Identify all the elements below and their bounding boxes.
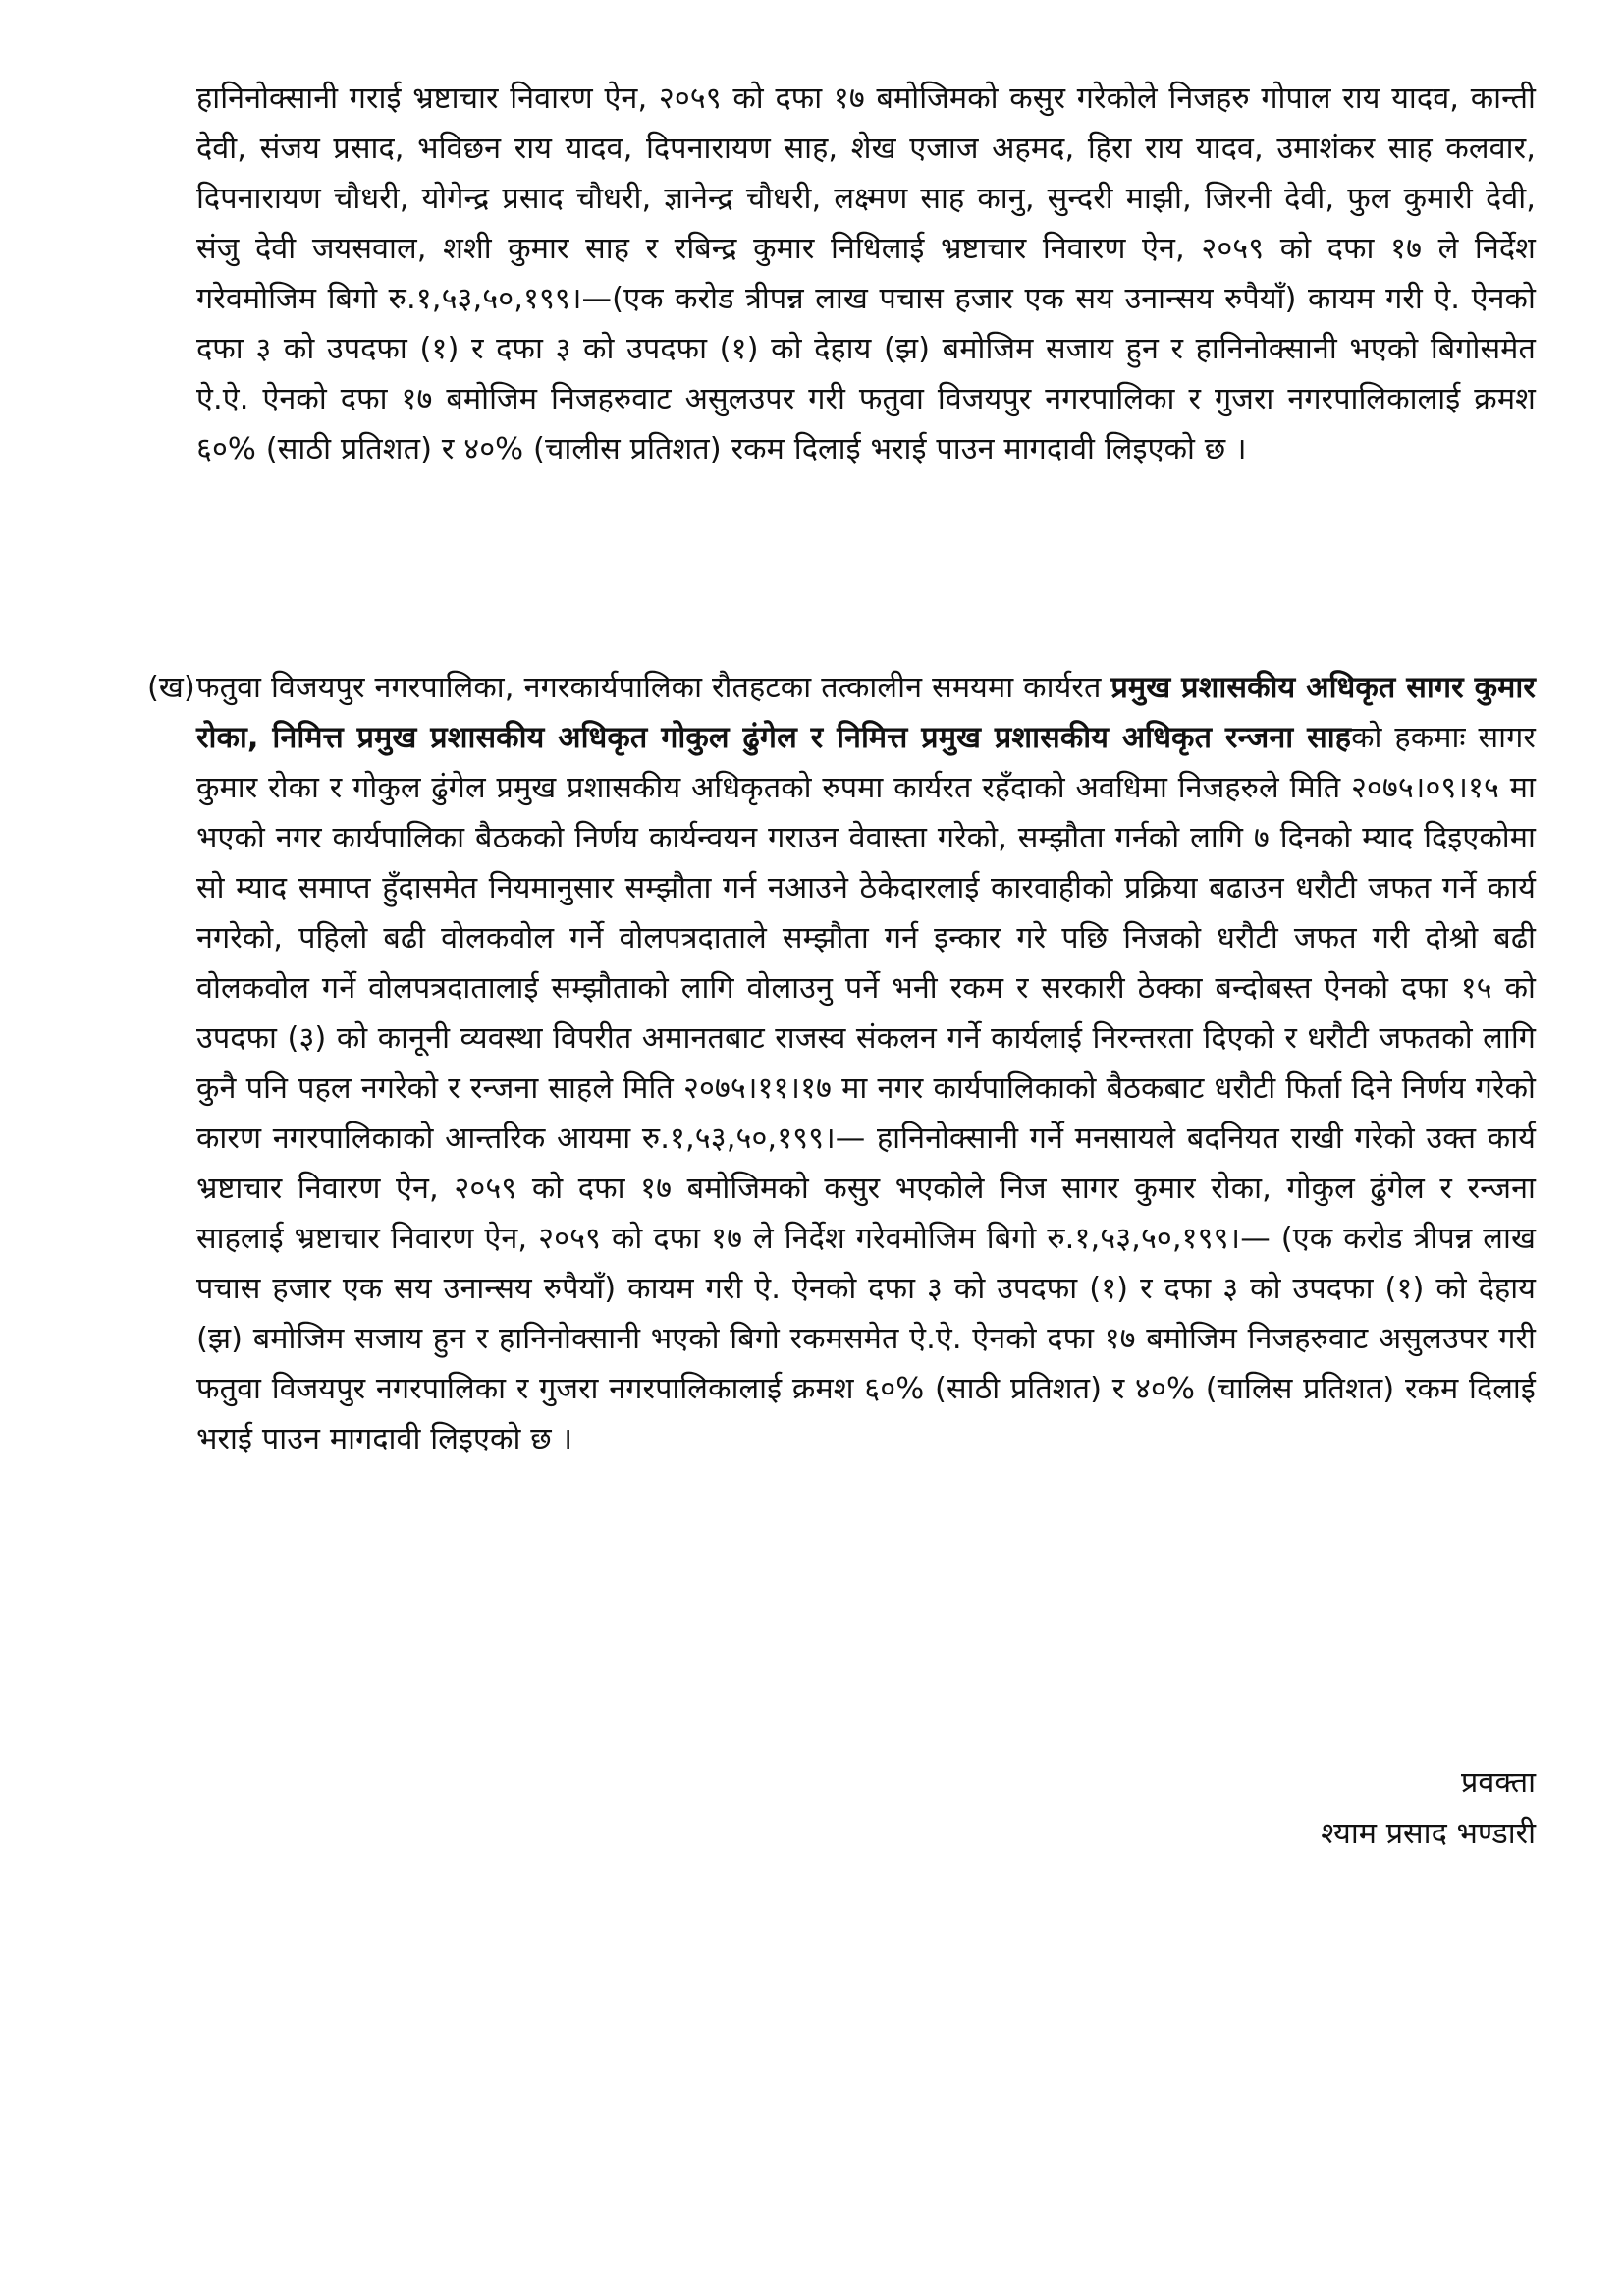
paragraph-kha-body: को हकमाः सागर कुमार रोका र गोकुल ढुंगेल प्रमुख प्रशासकीय अधिकृतको रुपमा कार्यरत रहँदाको अवधिमा निजहरुले मिति २०७५।०९।१५ मा भएको नगर कार्यपालिका बैठकको निर्णय कार्यन्वयन गराउन वेवास्ता गरेको, सम्झौता गर्नको लागि ७ दिनको म्याद दिइएकोमा सो म्याद समाप्त हुँदासमेत नियमानुसार सम्झौता गर्न नआउने ठेकेदारलाई कारवाहीको प्रक्रिया बढाउन धरौटी जफत गर्ने कार्य नगरेको, पहिलो बढी वोलकवोल गर्ने वोलपत्रदाताले सम्झौता गर्न इन्कार गरे पछि निजको धरौटी जफत गरी दोश्रो बढी वोलकवोल गर्ने वोलपत्रदातालाई सम्झौताको लागि वोलाउनु पर्ने भनी रकम र सरकारी ठेक्का बन्दोबस्त ऐनको दफा १५ को उपदफा (३) को कानूनी व्यवस्था विपरीत अमानतबाट राजस्व संकलन गर्ने कार्यलाई निरन्तरता दिएको र धरौटी जफतको लागि कुनै पनि पहल नगरेको र रन्जना साहले मिति २०७५।११।१७ मा नगर कार्यपालिकाको बैठकबाट धरौटी फिर्ता दिने निर्णय गरेको कारण नगरपालिकाको आन्तरिक आयमा रु.१,५३,५०,१९९।— हानिनोक्सानी गर्ने मनसायले बदनियत राखी गरेको उक्त कार्य भ्रष्टाचार निवारण ऐन, २०५९ को दफा १७ बमोजिमको कसुर भएकोले निज सागर कुमार रोका, गोकुल ढुंगेल र रन्जना साहलाई भ्रष्टाचार निवारण ऐन, २०५९ को दफा १७ ले निर्देश गरेवमोजिम बिगो रु.१,५३,५०,१९९।— (एक करोड त्रीपन्न लाख पचास हजार एक सय उनान्सय रुपैयाँ) कायम गरी ऐ. ऐनको दफा ३ को उपदफा (१) र दफा ३ को उपदफा (१) को देहाय (झ) बमोजिम सजाय हुन र हानिनोक्सानी भएको बिगो रकमसमेत ऐ.ऐ. ऐनको दफा १७ बमोजिम निजहरुवाट असुलउपर गरी फतुवा विजयपुर नगरपालिका र गुजरा नगरपालिकालाई क्रमश ६०% (साठी प्रतिशत) र ४०% (चालिस प्रतिशत) रकम दिलाई भराई पाउन मागदावी लिइएको छ ।: [196, 721, 1536, 1456]
paragraph-kha-bold-names: प्रमुख प्रशासकीय अधिकृत सागर कुमार रोका, निमित्त प्रमुख प्रशासकीय अधिकृत गोकुल ढुंगेल र निमित्त प्रमुख प्रशासकीय अधिकृत रन्जना साह: [196, 671, 1536, 755]
signature-title: प्रवक्ता: [1461, 1766, 1536, 1800]
paragraph-ka-continuation: हानिनोक्सानी गराई भ्रष्टाचार निवारण ऐन, २०५९ को दफा १७ बमोजिमको कसुर गरेकोले निजहरु गोपाल राय यादव, कान्ती देवी, संजय प्रसाद, भविछन राय यादव, दिपनारायण साह, शेख एजाज अहमद, हिरा राय यादव, उमाशंकर साह कलवार, दिपनारायण चौधरी, योगेन्द्र प्रसाद चौधरी, ज्ञानेन्द्र चौधरी, लक्ष्मण साह कानु, सुन्दरी माझी, जिरनी देवी, फुल कुमारी देवी, संजु देवी जयसवाल, शशी कुमार साह र रबिन्द्र कुमार निधिलाई भ्रष्टाचार निवारण ऐन, २०५९ को दफा १७ ले निर्देश गरेवमोजिम बिगो रु.१,५३,५०,१९९।—(एक करोड त्रीपन्न लाख पचास हजार एक सय उनान्सय रुपैयाँ) कायम गरी ऐ. ऐनको दफा ३ को उपदफा (१) र दफा ३ को उपदफा (१) को देहाय (झ) बमोजिम सजाय हुन र हानिनोक्सानी भएको बिगोसमेत ऐ.ऐ. ऐनको दफा १७ बमोजिम निजहरुवाट असुलउपर गरी फतुवा विजयपुर नगरपालिका र गुजरा नगरपालिकालाई क्रमश ६०% (साठी प्रतिशत) र ४०% (चालीस प्रतिशत) रकम दिलाई भराई पाउन मागदावी लिइएको छ ।: [196, 82, 1536, 466]
paragraph-kha-intro: फतुवा विजयपुर नगरपालिका, नगरकार्यपालिका रौतहटका तत्कालीन समयमा कार्यरत: [196, 671, 1111, 705]
paragraph-kha-marker: (ख): [147, 671, 195, 705]
signature-name: श्याम प्रसाद भण्डारी: [1321, 1817, 1536, 1851]
paragraph-kha: [196, 663, 1536, 1464]
signature-block: [1321, 1758, 1536, 1860]
